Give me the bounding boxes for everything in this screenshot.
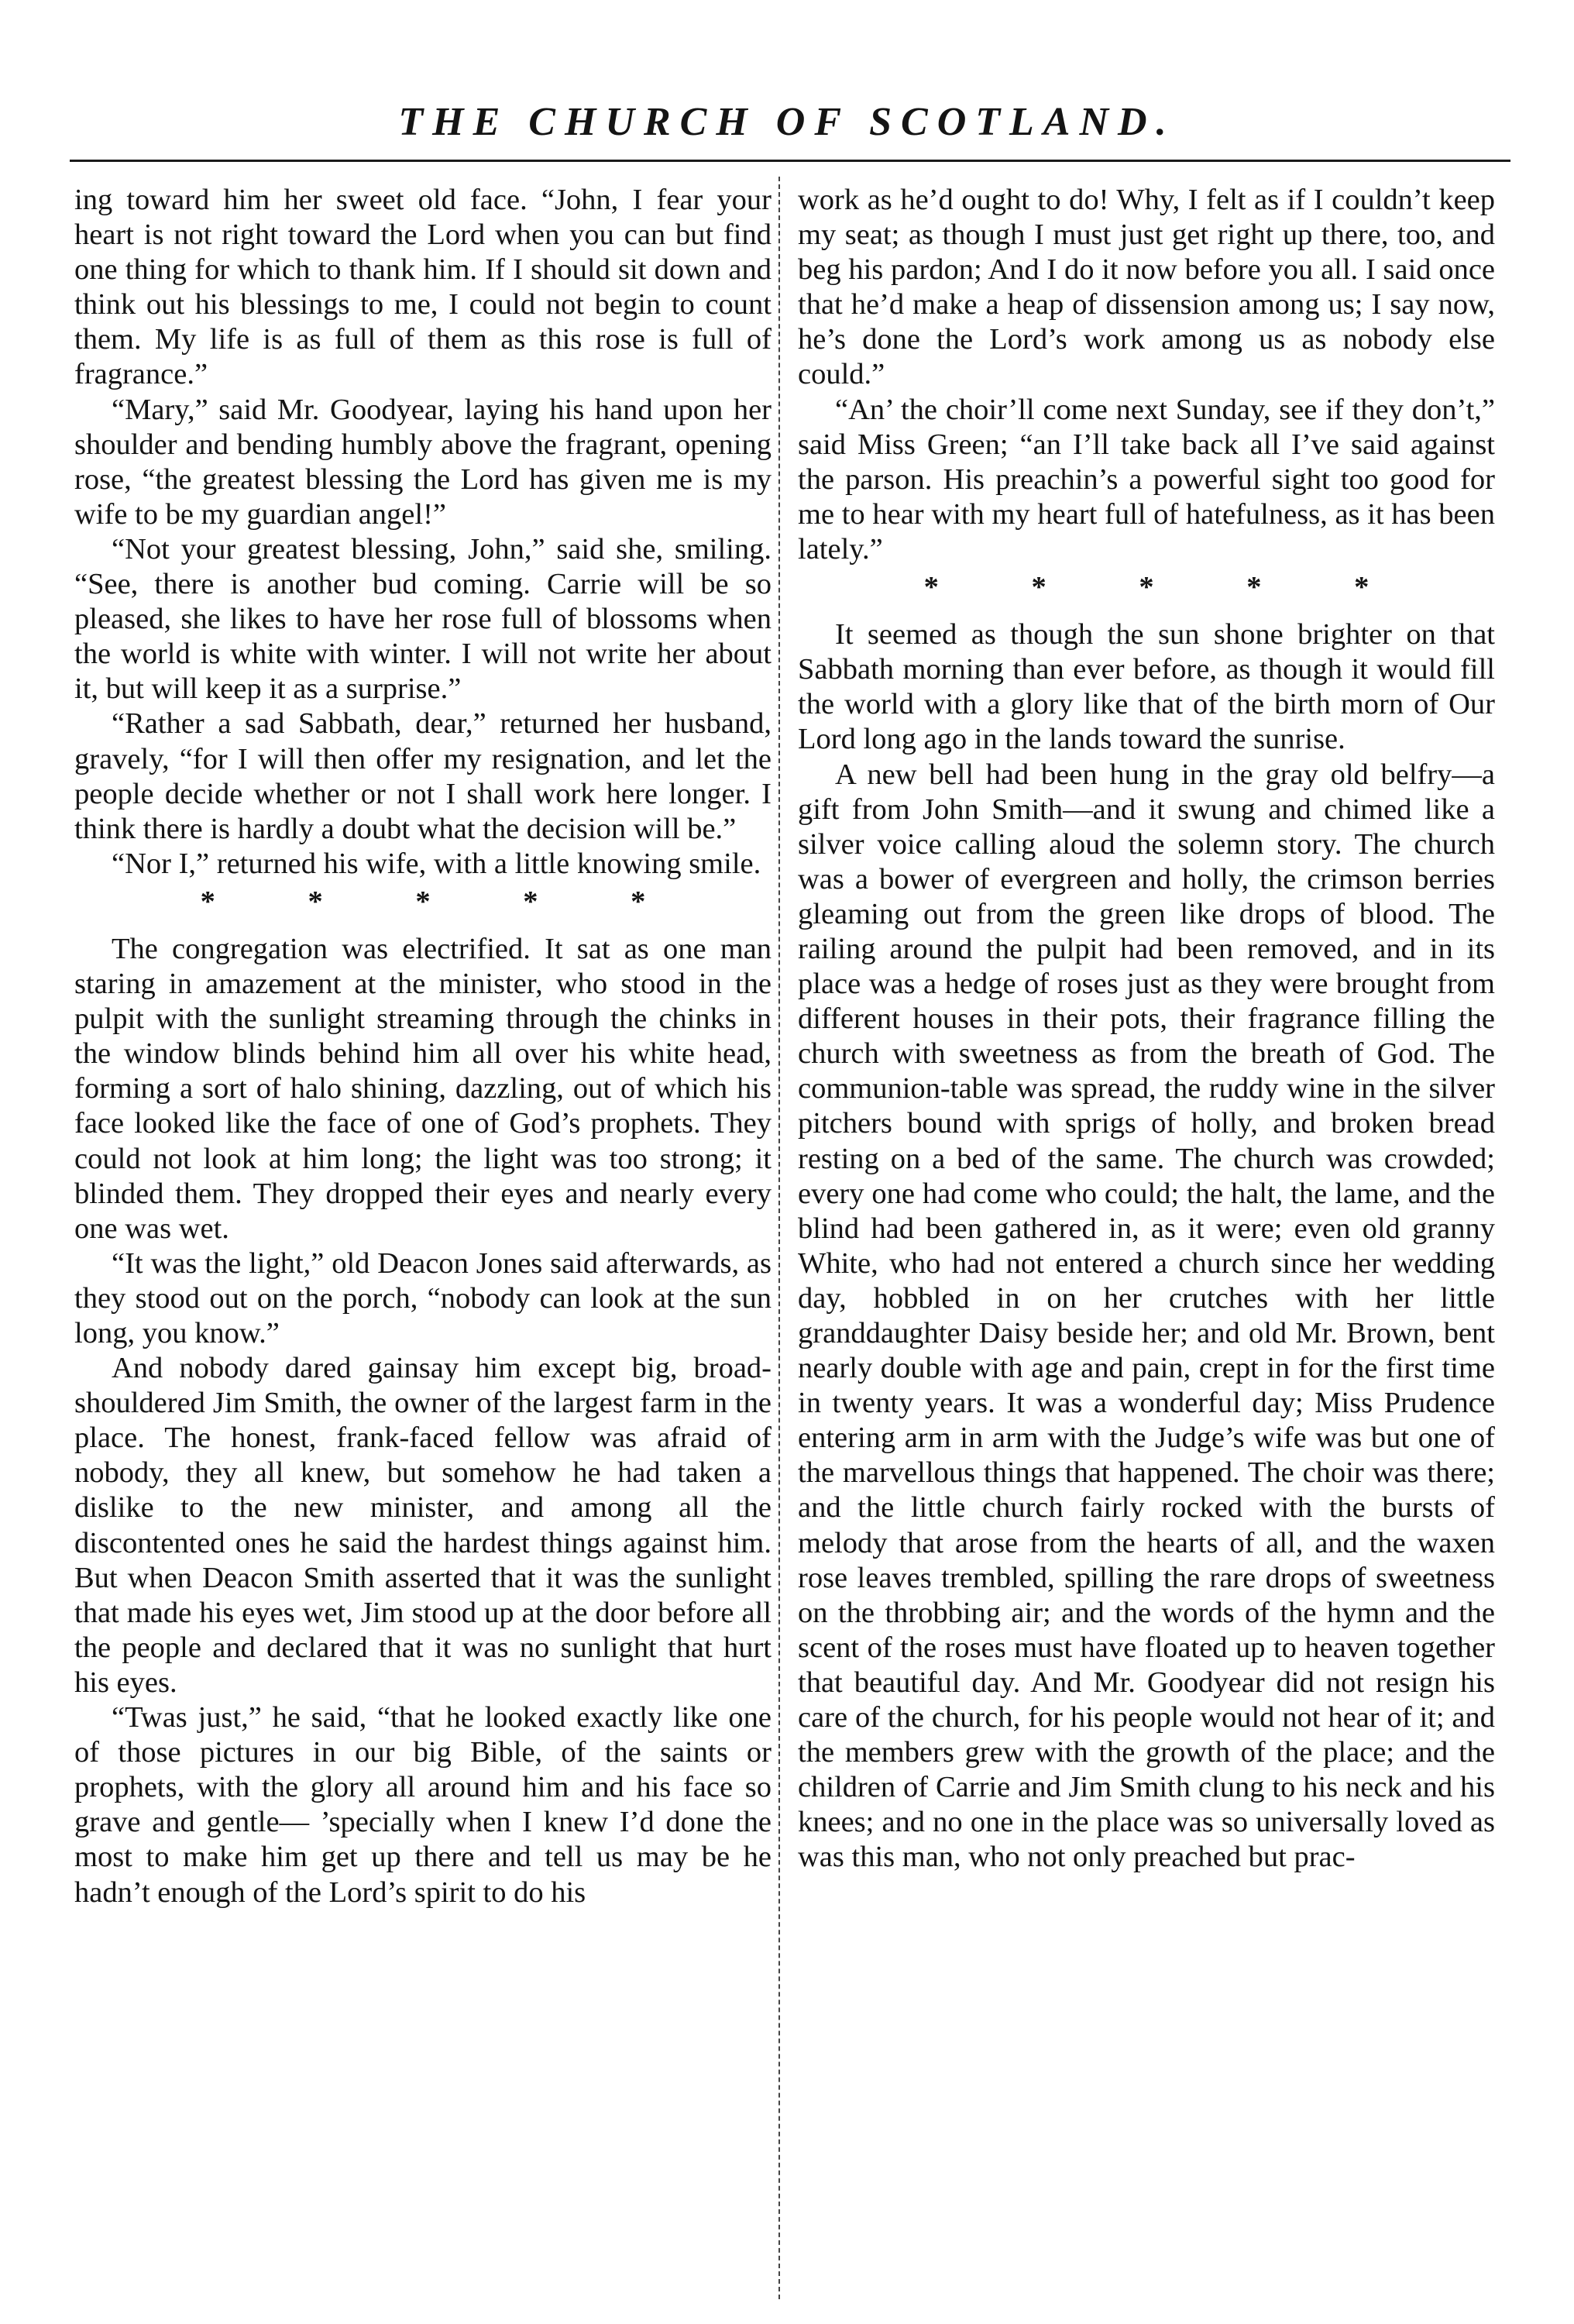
page-header: THE CHURCH OF SCOTLAND. xyxy=(398,100,1176,144)
paragraph: And nobody dared gainsay him except big, broad-shouldered Jim Smith, the owner of the largest farm in the place. The honest, frank-faced fellow was afraid of nobody, they all knew, but somehow he had taken a dislike to the new minister, and among all the discontented ones he said the hardest things against him. But when Deacon Smith asserted that it was the sunlight that made his eyes wet, Jim stood up at the door before all the people and declared that it was no sunlight that hurt his eyes. xyxy=(74,1352,772,1699)
section-separator: * * * * * xyxy=(200,885,646,918)
left-column xyxy=(74,183,772,1910)
paragraph: It seemed as though the sun shone brighter on that Sabbath morning than ever before, as though it would fill the world with a glory like that of the birth morn of Our Lord long ago in the lands toward the sunrise. xyxy=(798,618,1495,756)
paragraph: “Nor I,” returned his wife, with a little knowing smile. xyxy=(112,847,761,880)
paragraph: “Rather a sad Sabbath, dear,” returned her husband, gravely, “for I will then offer my resignation, and let the people decide whether or not I shall work here longer. I think there is hardly a doubt what the decision will be.” xyxy=(74,707,772,845)
column-divider xyxy=(778,177,780,2299)
paragraph: “Twas just,” he said, “that he looked exactly like one of those pictures in our big Bible, of the saints or prophets, with the glory all around him and his face so grave and gentle— ’specially when I knew I’d done the most to make him get up there and tell us may be he hadn’t enough of the Lord’s spirit to do his xyxy=(74,1701,772,1909)
paragraph: work as he’d ought to do! Why, I felt as if I couldn’t keep my seat; as though I must just get right up there, too, and beg his pardon; And I do it now before you all. I said once that he’d make a heap of dissension among us; I say now, he’s done the Lord’s work among us as nobody else could.” xyxy=(798,184,1495,391)
right-column xyxy=(798,183,1495,1875)
paragraph: “Not your greatest blessing, John,” said she, smiling. “See, there is another bud coming. Carrie will be so pleased, she likes to have her rose full of blossoms when the world is white with winter. I will not write her about it, but will keep it as a surprise.” xyxy=(74,532,772,706)
paragraph: “It was the light,” old Deacon Jones said afterwards, as they stood out on the porch, “nobody can look at the sun long, you know.” xyxy=(74,1246,772,1349)
header-rule xyxy=(70,160,1510,162)
paragraph: ing toward him her sweet old face. “John, I fear your heart is not right toward the Lord when you can but find one thing for which to thank him. If I should sit down and think out his blessings to me, I could not begin to count them. My life is as full of them as this rose is full of fragrance.” xyxy=(74,184,772,391)
paragraph: A new bell had been hung in the gray old belfry—a gift from John Smith—and it swung and chimed like a silver voice calling aloud the solemn story. The church was a bower of evergreen and holly, the crimson berries gleaming out from the green like drops of blood. The railing around the pulpit had been removed, and in its place was a hedge of roses just as they were brought from different houses in their pots, their fragrance filling the church with sweetness as from the breath of God. The communion-table was spread, the ruddy wine in the silver pitchers bound with sprigs of holly, and broken bread resting on a bed of the same. The church was crowded; every one had come who could; the halt, the lame, and the blind had been gathered in, as it were; even old granny White, who had not entered a church since her wedding day, hobbled in on her crutches with her little granddaughter Daisy beside her; and old Mr. Brown, bent nearly double with age and pain, crept in for the first time in twenty years. It was a wonderful day; Miss Prudence entering arm in arm with the Judge’s wife was but one of the marvellous things that happened. The choir was there; and the little church fairly rocked with the bursts of melody that arose from the hearts of all, and the waxen rose leaves trembled, spilling the rare drops of sweetness on the throbbing air; and the words of the hymn and the scent of the roses must have floated up to heaven together that beautiful day. And Mr. Goodyear did not resign his care of the church, for his people would not hear of it; and the members grew with the growth of the place; and the children of Carrie and Jim Smith clung to his neck and his knees; and no one in the place was so universally loved as was this man, who not only preached but prac- xyxy=(798,758,1495,1874)
section-separator: * * * * * xyxy=(923,571,1370,604)
paragraph: “Mary,” said Mr. Goodyear, laying his hand upon her shoulder and bending humbly above the fragrant, opening rose, “the greatest blessing the Lord has given me is my wife to be my guardian angel!” xyxy=(74,393,772,531)
paragraph: “An’ the choir’ll come next Sunday, see if they don’t,” said Miss Green; “an I’ll take back all I’ve said against the parson. His preachin’s a powerful sight too good for me to hear with my heart full of hatefulness, as it has been lately.” xyxy=(798,393,1495,566)
paragraph: The congregation was electrified. It sat as one man staring in amazement at the minister, who stood in the pulpit with the sunlight streaming through the chinks in the window blinds behind him all over his white head, forming a sort of halo shining, dazzling, out of which his face looked like the face of one of God’s prophets. They could not look at him long; the light was too strong; it blinded them. They dropped their eyes and nearly every one was wet. xyxy=(74,932,772,1245)
